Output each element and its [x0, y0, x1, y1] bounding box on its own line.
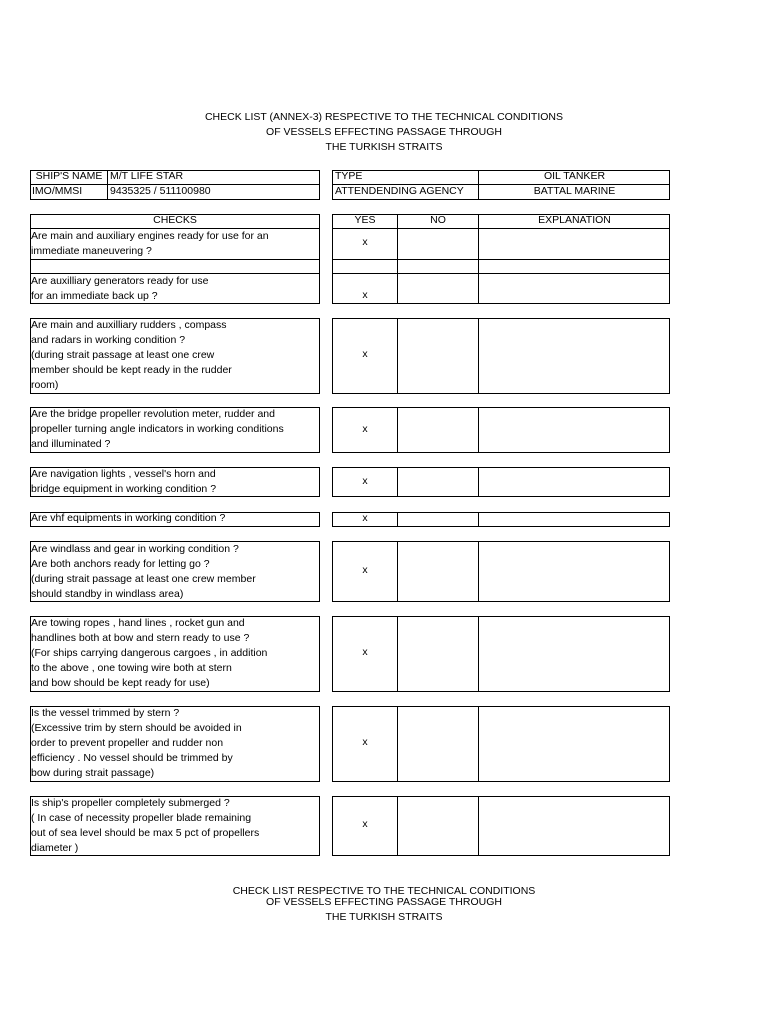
yes-mark: x [362, 348, 368, 360]
yes-mark: x [362, 736, 368, 748]
check-question: Are vhf equipments in working condition ? [31, 512, 226, 524]
yes-mark: x [362, 236, 368, 248]
footer-title-line2: OF VESSELS EFFECTING PASSAGE THROUGH [266, 896, 502, 908]
check-question: Are auxilliary generators ready for use for an immediate back up ? [31, 275, 209, 302]
yes-mark: x [362, 564, 368, 576]
footer-title-line1: CHECK LIST RESPECTIVE TO THE TECHNICAL CONDITIONS [232, 885, 536, 897]
check-question: Are towing ropes , hand lines , rocket gun and handlines both at bow and stern ready to use ? (For ships carrying dangerous cargoes , in addition to the above , one towing wire both at stern and bow should be kept ready for use) [31, 617, 268, 689]
check-question: Are navigation lights , vessel's horn and bridge equipment in working condition ? [31, 468, 217, 495]
check-question: Are the bridge propeller revolution meter, rudder and propeller turning angle indicators in working conditions and illuminated ? [31, 408, 284, 450]
yes-mark: x [362, 512, 368, 524]
header-title-line2: OF VESSELS EFFECTING PASSAGE THROUGH [266, 126, 502, 138]
footer-title-line3: THE TURKISH STRAITS [325, 911, 443, 923]
imo-label: IMO/MMSI [32, 185, 83, 197]
yes-mark: x [362, 289, 368, 301]
no-column-header: NO [430, 214, 446, 226]
yes-mark: x [362, 818, 368, 830]
check-question: Are main and auxiliary engines ready for use for an immediate maneuvering ? [31, 230, 269, 257]
ship-name-label: SHIP'S NAME [35, 170, 103, 182]
ship-name-value: M/T LIFE STAR [110, 170, 184, 182]
yes-mark: x [362, 475, 368, 487]
explanation-column-header: EXPLANATION [538, 214, 611, 226]
yes-mark: x [362, 423, 368, 435]
type-value: OIL TANKER [543, 170, 606, 182]
check-question: Is ship's propeller completely submerged ? ( In case of necessity propeller blade remaining out of sea level should be max 5 pct of propellers diameter ) [31, 797, 260, 854]
check-question: Is the vessel trimmed by stern ? (Excessive trim by stern should be avoided in order to prevent propeller and rudder non efficiency . No vessel should be trimmed by bow during strait passage) [31, 707, 242, 779]
header-title-line1: CHECK LIST (ANNEX-3) RESPECTIVE TO THE TECHNICAL CONDITIONS [204, 111, 564, 123]
check-question: Are windlass and gear in working condition ? Are both anchors ready for letting go ? (during strait passage at least one crew member should standby in windlass area) [31, 543, 256, 600]
agency-label: ATTENDENDING AGENCY [335, 185, 464, 197]
checks-column-header: CHECKS [153, 214, 197, 226]
imo-value: 9435325 / 511100980 [110, 185, 211, 197]
check-question: Are main and auxilliary rudders , compass and radars in working condition ? (during strait passage at least one crew member should be kept ready in the rudder room) [31, 319, 232, 391]
agency-value: BATTAL MARINE [533, 185, 616, 197]
yes-mark: x [362, 646, 368, 658]
yes-column-header: YES [354, 214, 376, 226]
header-title-line3: THE TURKISH STRAITS [325, 141, 443, 153]
type-label: TYPE [335, 170, 363, 182]
